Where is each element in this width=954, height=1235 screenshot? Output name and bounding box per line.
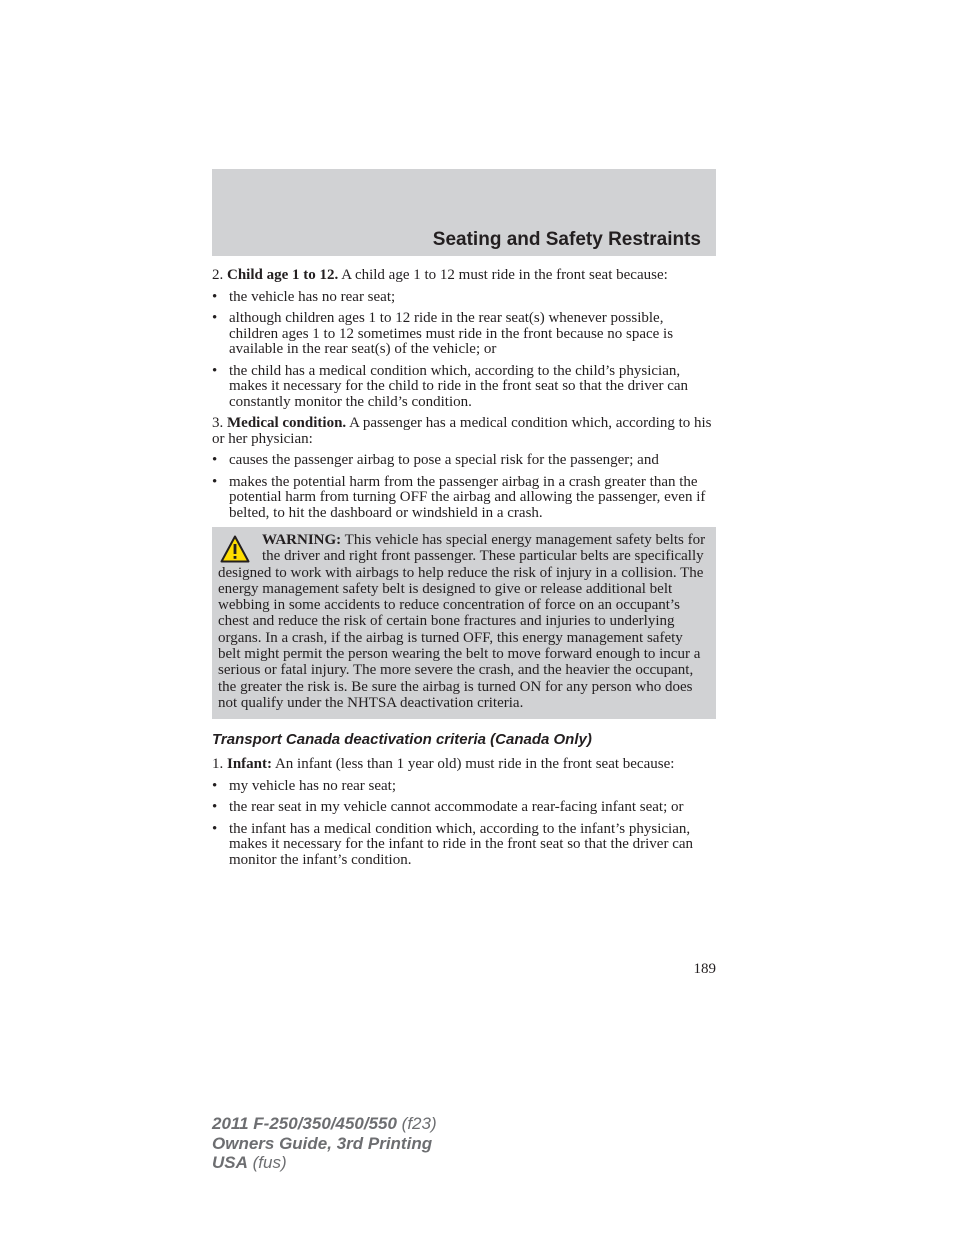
item-lead: Child age 1 to 12. [227, 267, 339, 283]
bullet-icon: • [212, 452, 218, 468]
list-item-text: the infant has a medical condition which, according to the infant’s physician, makes it necessary for the infant to ride in the front seat so that the driver can monitor the infant’s condition. [229, 820, 694, 868]
list-item [212, 364, 716, 411]
bullet-list-child [212, 290, 716, 411]
bullet-icon: • [212, 777, 218, 794]
warning-label: WARNING: [262, 532, 342, 548]
list-item [212, 822, 716, 869]
list-item-text: the vehicle has no rear seat; [229, 288, 396, 305]
header-band [212, 169, 716, 256]
list-item-text: although children ages 1 to 12 ride in the rear seat(s) whenever possible, children ages 1 to 12 sometimes must ride in the front because no space is available in the rear seat(s) of the vehicle; or [229, 310, 674, 357]
list-item-text: causes the passenger airbag to pose a special risk for the passenger; and [229, 452, 659, 468]
item-text: A passenger has a medical condition which, according to his or her physician: [212, 415, 712, 447]
footer-line-region [212, 1153, 437, 1173]
bullet-list-infant [212, 779, 716, 869]
list-item [212, 290, 716, 306]
footer-model: 2011 F-250/350/450/550 [212, 1114, 397, 1133]
warning-box [212, 527, 716, 719]
section-title: Seating and Safety Restraints [432, 229, 701, 250]
paragraph-infant [212, 757, 716, 773]
item-lead: Medical condition. [227, 415, 347, 431]
footer-line-guide: Owners Guide, 3rd Printing [212, 1133, 433, 1153]
bullet-icon: • [212, 310, 218, 326]
bullet-icon: • [212, 473, 218, 490]
list-item [212, 311, 716, 358]
item-number: 2. [212, 267, 224, 283]
warning-triangle-icon [220, 535, 250, 563]
list-item-text: the rear seat in my vehicle cannot accommodate a rear-facing infant seat; or [229, 799, 684, 816]
list-item-text: the child has a medical condition which, according to the child’s physician, makes it necessary for the child to ride in the front seat so that the driver can constantly monitor the child’s condition. [229, 362, 689, 410]
page-number: 189 [693, 961, 716, 977]
list-item-text: makes the potential harm from the passenger airbag in a crash greater than the potential harm from turning OFF the airbag and allowing the passenger, even if belted, to hit the dashboard or windshield in a crash. [229, 473, 706, 521]
list-item [212, 800, 716, 816]
list-item [212, 453, 716, 469]
subheading-transport-canada: Transport Canada deactivation criteria (Canada Only) [212, 731, 592, 749]
footer-line-model [212, 1114, 437, 1134]
page-content [212, 268, 716, 874]
bullet-icon: • [212, 799, 218, 816]
bullet-icon: • [212, 820, 218, 837]
paragraph-medical-condition [212, 416, 716, 447]
list-item [212, 779, 716, 795]
list-item-text: my vehicle has no rear seat; [229, 777, 397, 794]
item-number: 3. [212, 415, 224, 431]
item-lead: Infant: [227, 756, 273, 773]
item-number: 1. [212, 756, 224, 773]
bullet-icon: • [212, 288, 218, 305]
footer-region-code: (fus) [247, 1153, 287, 1172]
warning-text: This vehicle has special energy management safety belts for the driver and right front passenger. These particular belts are specifically designed to work with airbags to help reduce the risk of injury in a collision. The energy management safety belt is designed to give or release additional belt webbing in some accidents to reduce concentration of force on an occupant’s chest and reduce the risk of certain bone fractures and injuries to underlying organs. In a crash, if the airbag is turned OFF, this energy management safety belt might permit the person wearing the belt to move forward enough to incur a serious or fatal injury. The more severe the crash, and the heavier the occupant, the greater the risk is. Be sure the airbag is turned ON for any person who does not qualify under the NHTSA deactivation criteria. [218, 532, 706, 711]
paragraph-child-age [212, 268, 716, 284]
bullet-list-medical [212, 453, 716, 521]
footer-model-code: (f23) [396, 1114, 437, 1133]
item-text: A child age 1 to 12 must ride in the front seat because: [338, 267, 668, 283]
list-item [212, 475, 716, 522]
footer-region: USA [212, 1153, 248, 1172]
footer [212, 1114, 437, 1173]
item-text: An infant (less than 1 year old) must ride in the front seat because: [272, 756, 675, 773]
bullet-icon: • [212, 362, 218, 379]
